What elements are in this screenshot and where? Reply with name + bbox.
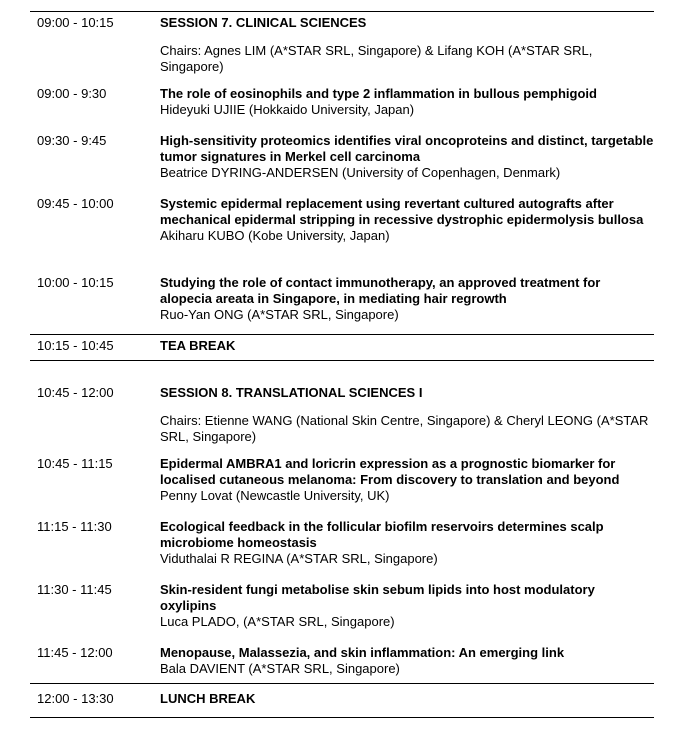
talk-time: 10:00 - 10:15: [37, 275, 114, 290]
session-7-chairs-block: [160, 43, 654, 75]
lunch-break: [160, 691, 654, 707]
talk-title: High-sensitivity proteomics identifies viral oncoproteins and distinct, targetable tumor signatures in Merkel cell carcinoma: [160, 133, 654, 164]
talk-title: Skin-resident fungi metabolise skin sebum lipids into host modulatory oxylipins: [160, 582, 595, 613]
talk-time: 11:30 - 11:45: [37, 582, 112, 597]
talk-item: [160, 86, 654, 118]
session-7-title: SESSION 7. CLINICAL SCIENCES: [160, 15, 367, 30]
talk-item: [160, 275, 654, 323]
talk-speaker: Viduthalai R REGINA (A*STAR SRL, Singapore): [160, 551, 438, 566]
divider: [30, 360, 654, 361]
talk-speaker: Beatrice DYRING-ANDERSEN (University of Copenhagen, Denmark): [160, 165, 561, 180]
talk-time: 11:15 - 11:30: [37, 519, 112, 534]
break-time: 10:15 - 10:45: [37, 338, 114, 353]
tea-break: [160, 338, 654, 354]
talk-time: 09:30 - 9:45: [37, 133, 107, 148]
talk-speaker: Akiharu KUBO (Kobe University, Japan): [160, 228, 390, 243]
talk-speaker: Ruo-Yan ONG (A*STAR SRL, Singapore): [160, 307, 399, 322]
talk-speaker: Bala DAVIENT (A*STAR SRL, Singapore): [160, 661, 400, 676]
session-8-chairs: Chairs: Etienne WANG (National Skin Centre, Singapore) & Cheryl LEONG (A*STAR SRL, Singapore): [160, 413, 649, 444]
talk-item: [160, 456, 654, 504]
talk-speaker: Luca PLADO, (A*STAR SRL, Singapore): [160, 614, 395, 629]
divider-bottom: [30, 717, 654, 718]
talk-title: Systemic epidermal replacement using revertant cultured autografts after mechanical epidermal stripping in recessive dystrophic epidermolysis bullosa: [160, 196, 644, 227]
talk-item: [160, 645, 654, 677]
talk-time: 09:00 - 9:30: [37, 86, 107, 101]
session-8-title: SESSION 8. TRANSLATIONAL SCIENCES I: [160, 385, 423, 400]
session-8-block: [160, 385, 654, 401]
divider-top: [30, 11, 654, 12]
talk-title: The role of eosinophils and type 2 inflammation in bullous pemphigoid: [160, 86, 597, 101]
talk-item: [160, 582, 654, 630]
talk-time: 09:45 - 10:00: [37, 196, 114, 211]
session-7-chairs: Chairs: Agnes LIM (A*STAR SRL, Singapore) & Lifang KOH (A*STAR SRL, Singapore): [160, 43, 593, 74]
talk-speaker: Hideyuki UJIIE (Hokkaido University, Japan): [160, 102, 415, 117]
talk-title: Menopause, Malassezia, and skin inflammation: An emerging link: [160, 645, 565, 660]
divider: [30, 334, 654, 335]
talk-time: 10:45 - 11:15: [37, 456, 113, 471]
talk-title: Epidermal AMBRA1 and loricrin expression as a prognostic biomarker for localised cutaneous melanoma: From discovery to translation and beyond: [160, 456, 620, 487]
session-8-time: 10:45 - 12:00: [37, 385, 114, 400]
talk-title: Studying the role of contact immunotherapy, an approved treatment for alopecia areata in Singapore, in mediating hair regrowth: [160, 275, 601, 306]
break-title: TEA BREAK: [160, 338, 236, 353]
divider: [30, 683, 654, 684]
talk-item: [160, 519, 654, 567]
session-7-block: [160, 15, 654, 31]
talk-item: [160, 133, 654, 181]
talk-speaker: Penny Lovat (Newcastle University, UK): [160, 488, 390, 503]
talk-title: Ecological feedback in the follicular biofilm reservoirs determines scalp microbiome homeostasis: [160, 519, 604, 550]
talk-time: 11:45 - 12:00: [37, 645, 113, 660]
talk-item: [160, 196, 654, 244]
break-time: 12:00 - 13:30: [37, 691, 114, 706]
break-title: LUNCH BREAK: [160, 691, 256, 706]
session-7-time: 09:00 - 10:15: [37, 15, 114, 30]
session-8-chairs-block: [160, 413, 654, 445]
